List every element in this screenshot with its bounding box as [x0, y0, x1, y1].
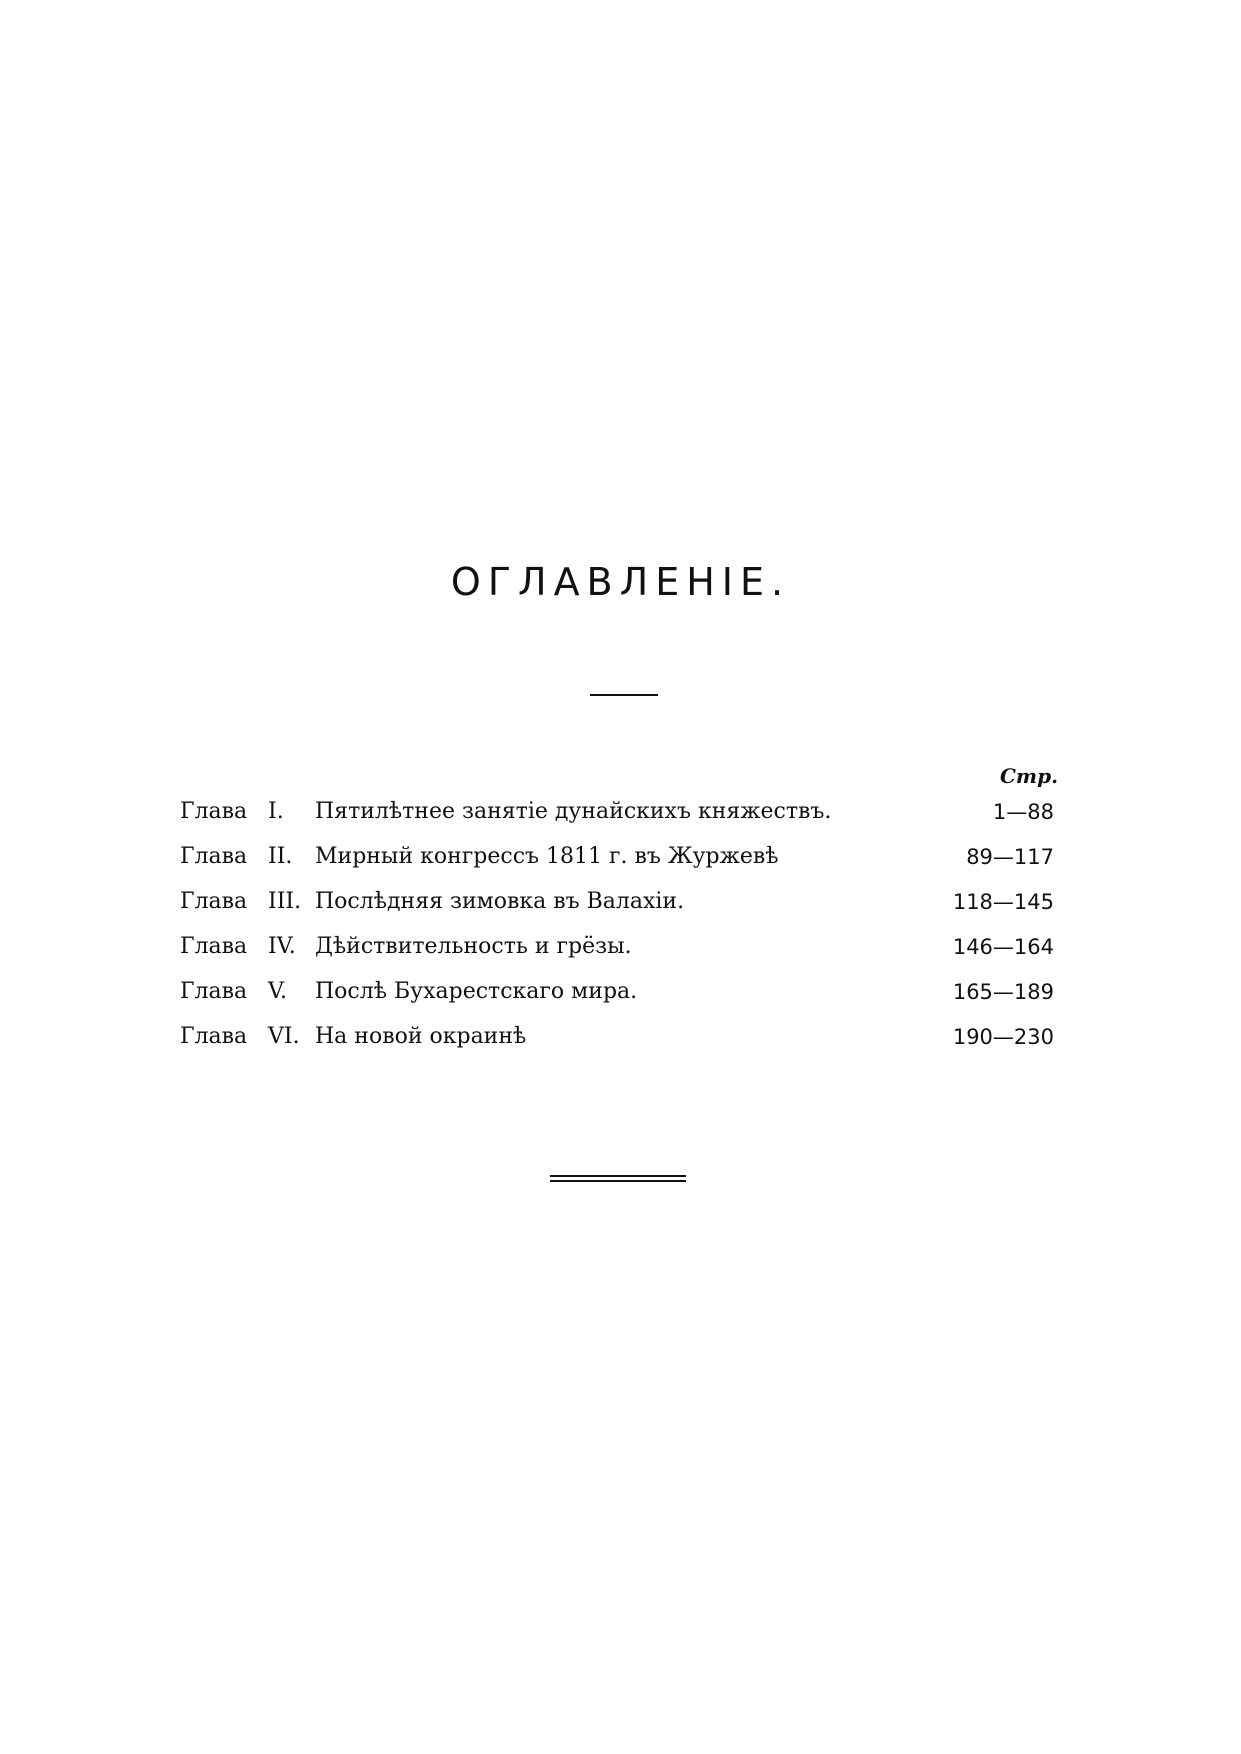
- chapter-label: [180, 888, 315, 916]
- chapter-label: [180, 933, 315, 961]
- chapter-number: I.: [268, 799, 284, 824]
- closing-double-rule-top: [550, 1175, 686, 1177]
- page-number-header: Стр.: [1000, 764, 1059, 788]
- closing-double-rule-bottom: [550, 1180, 686, 1182]
- toc-entry: [180, 978, 1060, 1023]
- page-range: 146—164: [952, 935, 1054, 959]
- chapter-word: Глава: [180, 844, 248, 869]
- toc-entry: [180, 933, 1060, 978]
- chapter-number: IV.: [268, 934, 296, 959]
- page-title: ОГЛАВЛЕНІЕ.: [450, 560, 791, 604]
- chapter-title: Послѣдняя зимовка въ Валахіи.: [315, 889, 685, 914]
- chapter-label: [180, 843, 315, 871]
- page-range: 165—189: [952, 980, 1054, 1004]
- chapter-label: [180, 1023, 315, 1051]
- title-divider: [590, 694, 658, 696]
- page-range: 190—230: [952, 1025, 1054, 1049]
- chapter-title: Пятилѣтнее занятіе дунайскихъ княжествъ.: [315, 799, 832, 824]
- chapter-title: На новой окраинѣ: [315, 1024, 527, 1049]
- chapter-title: Мирный конгрессъ 1811 г. въ Журжевѣ: [315, 844, 779, 869]
- chapter-number: II.: [268, 844, 293, 869]
- chapter-number: III.: [268, 889, 302, 914]
- chapter-word: Глава: [180, 1024, 248, 1049]
- chapter-number: VI.: [268, 1024, 300, 1049]
- toc-entry: [180, 1023, 1060, 1068]
- chapter-label: [180, 798, 315, 826]
- chapter-number: V.: [268, 979, 288, 1004]
- chapter-label: [180, 978, 315, 1006]
- toc-entry: [180, 843, 1060, 888]
- page-range: 89—117: [966, 845, 1054, 869]
- chapter-word: Глава: [180, 934, 248, 959]
- page-range: 1—88: [992, 800, 1054, 824]
- chapter-word: Глава: [180, 799, 248, 824]
- chapter-title: Дѣйствительность и грёзы.: [315, 934, 632, 959]
- chapter-word: Глава: [180, 979, 248, 1004]
- chapter-word: Глава: [180, 889, 248, 914]
- table-of-contents: [180, 798, 1060, 1068]
- chapter-title: Послѣ Бухарестскаго мира.: [315, 979, 638, 1004]
- page-range: 118—145: [952, 890, 1054, 914]
- toc-entry: [180, 798, 1060, 843]
- toc-entry: [180, 888, 1060, 933]
